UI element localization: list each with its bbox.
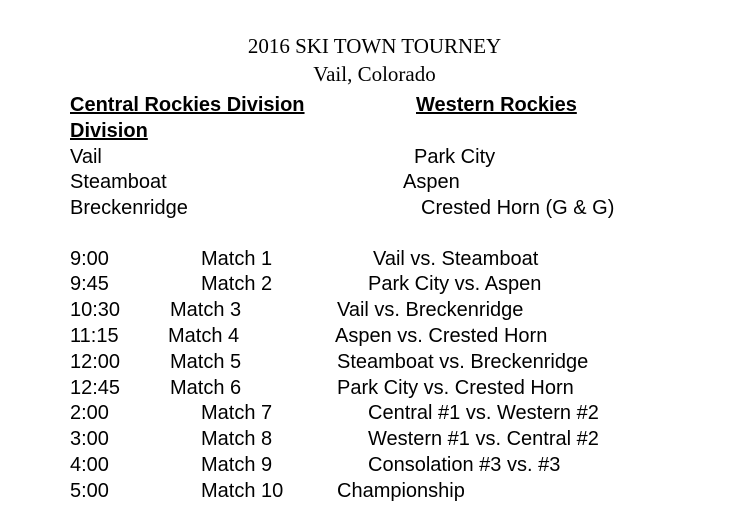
- central-division-header: Central Rockies Division: [70, 94, 305, 116]
- schedule-match: Match 5: [170, 351, 242, 373]
- schedule-time: 11:15: [70, 325, 119, 347]
- schedule-teams: Park City vs. Crested Horn: [337, 377, 574, 399]
- schedule-time: 3:00: [70, 428, 109, 450]
- schedule-teams: Aspen vs. Crested Horn: [335, 325, 548, 347]
- schedule-teams: Vail vs. Steamboat: [373, 248, 539, 270]
- western-team-aspen: Aspen: [403, 171, 460, 193]
- schedule-time: 5:00: [70, 480, 109, 502]
- schedule-match: Match 1: [201, 248, 273, 270]
- schedule-teams: Vail vs. Breckenridge: [337, 299, 524, 321]
- schedule-teams: Park City vs. Aspen: [368, 273, 542, 295]
- schedule-time: 12:45: [70, 377, 121, 399]
- western-division-header-continued: Division: [70, 120, 148, 142]
- schedule-time: 10:30: [70, 299, 121, 321]
- schedule-match: Match 8: [201, 428, 273, 450]
- schedule-time: 2:00: [70, 402, 109, 424]
- schedule-time: 4:00: [70, 454, 109, 476]
- schedule-time: 12:00: [70, 351, 121, 373]
- document-title: 2016 SKI TOWN TOURNEY: [247, 34, 502, 58]
- schedule-teams: Championship: [337, 480, 465, 502]
- schedule-time: 9:45: [70, 273, 109, 295]
- schedule-time: 9:00: [70, 248, 109, 270]
- schedule-match: Match 6: [170, 377, 242, 399]
- central-team-breckenridge: Breckenridge: [70, 197, 188, 219]
- western-team-park-city: Park City: [414, 146, 496, 168]
- schedule-match: Match 3: [170, 299, 242, 321]
- schedule-teams: Western #1 vs. Central #2: [368, 428, 599, 450]
- schedule-match: Match 10: [201, 480, 284, 502]
- central-team-steamboat: Steamboat: [70, 171, 167, 193]
- central-team-vail: Vail: [70, 146, 102, 168]
- schedule-teams: Steamboat vs. Breckenridge: [337, 351, 589, 373]
- western-team-crested-horn: Crested Horn (G & G): [421, 197, 615, 219]
- schedule-match: Match 9: [201, 454, 273, 476]
- schedule-match: Match 7: [201, 402, 273, 424]
- document-subtitle: Vail, Colorado: [313, 62, 436, 86]
- western-division-header: Western Rockies: [416, 94, 577, 116]
- schedule-match: Match 4: [168, 325, 240, 347]
- schedule-match: Match 2: [201, 273, 273, 295]
- schedule-teams: Central #1 vs. Western #2: [368, 402, 599, 424]
- schedule-teams: Consolation #3 vs. #3: [368, 454, 561, 476]
